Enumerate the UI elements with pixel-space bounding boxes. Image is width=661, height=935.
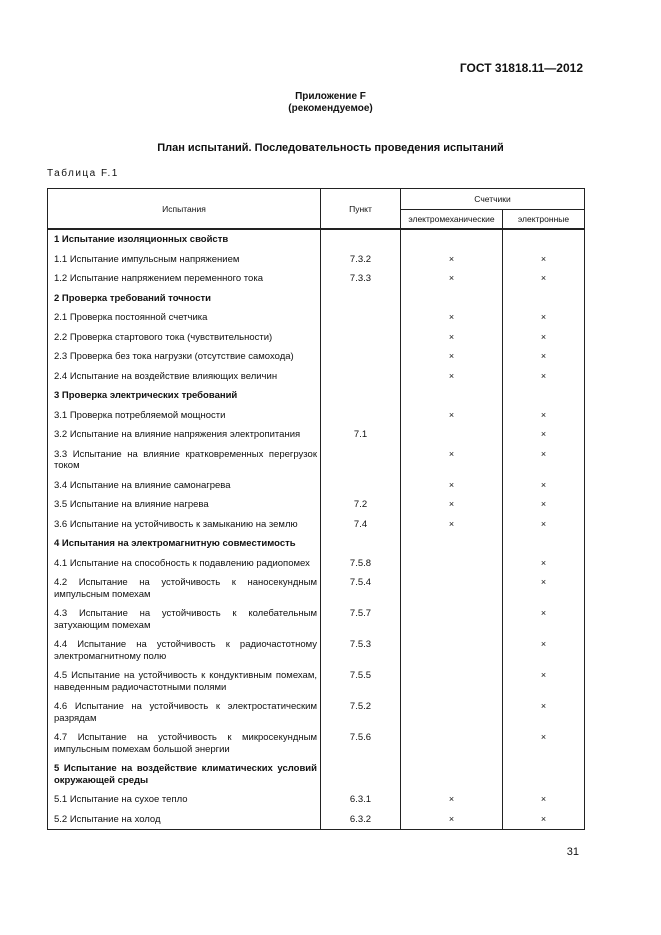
test-name-cell: 3.2 Испытание на влияние напряжения электропитания (48, 425, 321, 445)
clause-cell: 7.1 (321, 425, 401, 445)
clause-cell (321, 308, 401, 328)
electromechanical-cell (401, 425, 503, 445)
electromechanical-cell: × (401, 810, 503, 830)
electromechanical-cell (401, 289, 503, 309)
clause-cell (321, 367, 401, 387)
electronic-cell (503, 534, 585, 554)
test-name-cell: 4.4 Испытание на устойчивость к радиочастотному электромагнитному полю (48, 635, 321, 666)
electromechanical-cell (401, 666, 503, 697)
electromechanical-cell: × (401, 495, 503, 515)
clause-cell: 7.5.5 (321, 666, 401, 697)
electronic-cell: × (503, 406, 585, 426)
electromechanical-cell: × (401, 250, 503, 270)
table-row (48, 347, 585, 367)
clause-cell: 7.3.3 (321, 269, 401, 289)
electromechanical-cell: × (401, 790, 503, 810)
table-row (48, 697, 585, 728)
table-row (48, 554, 585, 574)
electromechanical-cell (401, 759, 503, 790)
electromechanical-cell (401, 604, 503, 635)
table-row (48, 810, 585, 830)
table-row (48, 790, 585, 810)
test-name-cell: 5.2 Испытание на холод (48, 810, 321, 830)
clause-cell: 7.2 (321, 495, 401, 515)
table-body (48, 229, 585, 830)
table-row (48, 515, 585, 535)
section-row (48, 289, 585, 309)
clause-cell (321, 406, 401, 426)
table-row (48, 269, 585, 289)
test-name-cell: 2.4 Испытание на воздействие влияющих величин (48, 367, 321, 387)
electronic-cell: × (503, 515, 585, 535)
clause-cell: 7.5.4 (321, 573, 401, 604)
electronic-cell (503, 229, 585, 250)
test-name-cell: 3 Проверка электрических требований (48, 386, 321, 406)
electromechanical-cell (401, 229, 503, 250)
test-name-cell: 4 Испытания на электромагнитную совместимость (48, 534, 321, 554)
electronic-cell: × (503, 445, 585, 476)
electromechanical-cell: × (401, 476, 503, 496)
electromechanical-cell: × (401, 308, 503, 328)
electromechanical-cell (401, 554, 503, 574)
electromechanical-cell (401, 635, 503, 666)
header-meters: Счетчики (401, 189, 585, 210)
electromechanical-cell (401, 534, 503, 554)
electronic-cell: × (503, 308, 585, 328)
table-row (48, 250, 585, 270)
test-name-cell: 3.1 Проверка потребляемой мощности (48, 406, 321, 426)
test-name-cell: 2.1 Проверка постоянной счетчика (48, 308, 321, 328)
clause-cell: 7.5.7 (321, 604, 401, 635)
test-name-cell: 2.3 Проверка без тока нагрузки (отсутствие самохода) (48, 347, 321, 367)
electronic-cell: × (503, 810, 585, 830)
header-electromechanical: электромеханические (401, 210, 503, 230)
electronic-cell: × (503, 347, 585, 367)
section-row (48, 759, 585, 790)
clause-cell (321, 328, 401, 348)
table-row (48, 367, 585, 387)
electromechanical-cell (401, 573, 503, 604)
table-row (48, 445, 585, 476)
electronic-cell (503, 289, 585, 309)
table-row (48, 425, 585, 445)
section-row (48, 534, 585, 554)
electromechanical-cell: × (401, 406, 503, 426)
electronic-cell: × (503, 425, 585, 445)
test-name-cell: 4.6 Испытание на устойчивость к электростатическим разрядам (48, 697, 321, 728)
test-name-cell: 4.5 Испытание на устойчивость к кондуктивным помехам, наведенным радиочастотными полями (48, 666, 321, 697)
table-row (48, 573, 585, 604)
test-name-cell: 5 Испытание на воздействие климатических условий окружающей среды (48, 759, 321, 790)
table-row (48, 476, 585, 496)
section-row (48, 229, 585, 250)
electronic-cell (503, 386, 585, 406)
clause-cell (321, 289, 401, 309)
clause-cell (321, 445, 401, 476)
electromechanical-cell (401, 386, 503, 406)
test-name-cell: 2.2 Проверка стартового тока (чувствительности) (48, 328, 321, 348)
table-row (48, 728, 585, 759)
electronic-cell: × (503, 367, 585, 387)
electronic-cell: × (503, 476, 585, 496)
clause-cell: 6.3.1 (321, 790, 401, 810)
electronic-cell: × (503, 790, 585, 810)
test-name-cell: 2 Проверка требований точности (48, 289, 321, 309)
test-name-cell: 3.6 Испытание на устойчивость к замыканию на землю (48, 515, 321, 535)
electronic-cell: × (503, 328, 585, 348)
test-name-cell: 5.1 Испытание на сухое тепло (48, 790, 321, 810)
header-tests: Испытания (48, 189, 321, 230)
electronic-cell: × (503, 554, 585, 574)
annex-heading (0, 91, 661, 115)
annex-title: Приложение F (295, 91, 366, 102)
test-name-cell: 4.2 Испытание на устойчивость к наносекундным импульсным помехам (48, 573, 321, 604)
table-row (48, 495, 585, 515)
electromechanical-cell (401, 728, 503, 759)
annex-subtitle: (рекомендуемое) (288, 103, 373, 114)
electronic-cell: × (503, 666, 585, 697)
electromechanical-cell: × (401, 445, 503, 476)
table-row (48, 406, 585, 426)
electronic-cell: × (503, 495, 585, 515)
table-label: Таблица F.1 (47, 168, 119, 179)
clause-cell: 6.3.2 (321, 810, 401, 830)
electromechanical-cell (401, 697, 503, 728)
clause-cell (321, 347, 401, 367)
clause-cell (321, 534, 401, 554)
test-name-cell: 4.3 Испытание на устойчивость к колебательным затухающим помехам (48, 604, 321, 635)
electronic-cell: × (503, 697, 585, 728)
clause-cell: 7.5.3 (321, 635, 401, 666)
header-electronic: электронные (503, 210, 585, 230)
standard-designation: ГОСТ 31818.11—2012 (459, 61, 583, 75)
clause-cell (321, 229, 401, 250)
section-row (48, 386, 585, 406)
electromechanical-cell: × (401, 269, 503, 289)
test-name-cell: 1.2 Испытание напряжением переменного тока (48, 269, 321, 289)
table-row (48, 328, 585, 348)
table-row (48, 635, 585, 666)
header-clause: Пункт (321, 189, 401, 230)
clause-cell (321, 476, 401, 496)
electronic-cell: × (503, 604, 585, 635)
electronic-cell: × (503, 269, 585, 289)
test-name-cell: 1.1 Испытание импульсным напряжением (48, 250, 321, 270)
test-name-cell: 1 Испытание изоляционных свойств (48, 229, 321, 250)
electromechanical-cell: × (401, 367, 503, 387)
table-row (48, 308, 585, 328)
clause-cell: 7.4 (321, 515, 401, 535)
clause-cell (321, 386, 401, 406)
test-name-cell: 3.3 Испытание на влияние кратковременных перегрузок током (48, 445, 321, 476)
clause-cell: 7.5.2 (321, 697, 401, 728)
plan-title: План испытаний. Последовательность проведения испытаний (157, 142, 504, 154)
electronic-cell (503, 759, 585, 790)
electronic-cell: × (503, 250, 585, 270)
clause-cell: 7.5.6 (321, 728, 401, 759)
test-name-cell: 3.5 Испытание на влияние нагрева (48, 495, 321, 515)
electronic-cell: × (503, 635, 585, 666)
clause-cell (321, 759, 401, 790)
electromechanical-cell: × (401, 515, 503, 535)
clause-cell: 7.3.2 (321, 250, 401, 270)
test-name-cell: 4.7 Испытание на устойчивость к микросекундным импульсным помехам большой энергии (48, 728, 321, 759)
electronic-cell: × (503, 728, 585, 759)
test-name-cell: 3.4 Испытание на влияние самонагрева (48, 476, 321, 496)
test-name-cell: 4.1 Испытание на способность к подавлению радиопомех (48, 554, 321, 574)
table-row (48, 604, 585, 635)
page-number: 31 (566, 846, 579, 858)
table-row (48, 666, 585, 697)
test-plan-table (47, 188, 585, 830)
electronic-cell: × (503, 573, 585, 604)
electromechanical-cell: × (401, 328, 503, 348)
clause-cell: 7.5.8 (321, 554, 401, 574)
electromechanical-cell: × (401, 347, 503, 367)
